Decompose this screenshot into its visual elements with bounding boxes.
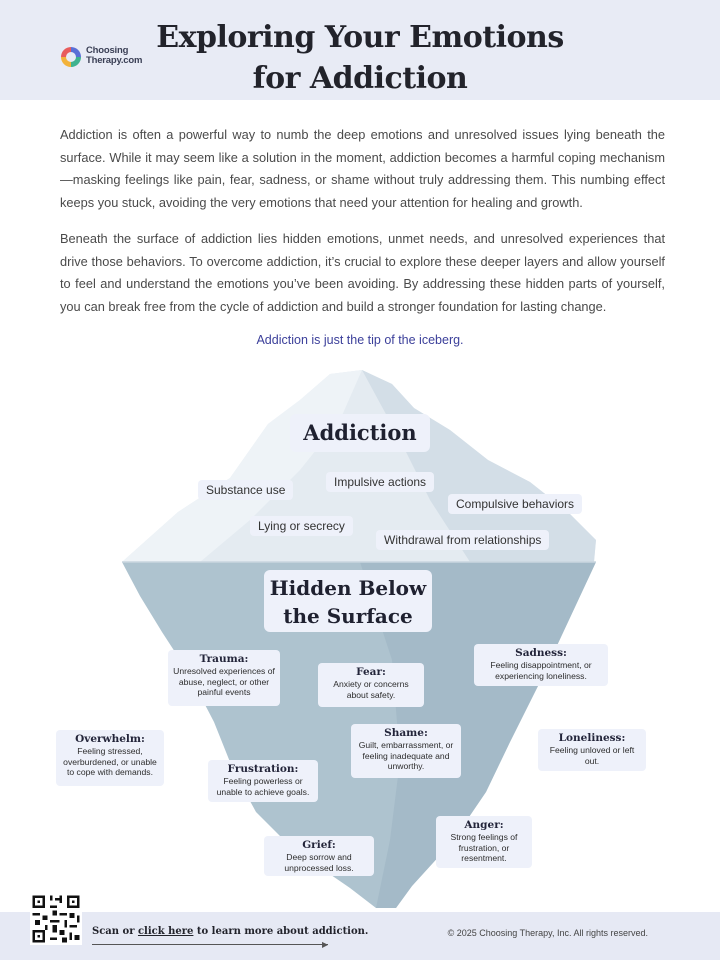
page-title-line2: for Addiction <box>252 61 468 96</box>
emotion-card-frustration <box>208 760 318 802</box>
emotion-card-grief <box>264 836 374 876</box>
logo-text-line1: Choosing <box>86 45 129 56</box>
footer-cta-suffix: to learn more about addiction. <box>193 926 369 937</box>
hidden-below-line2: the Surface <box>283 604 413 628</box>
emotion-title: Fear: <box>356 666 386 678</box>
behavior-compulsive-behaviors: Compulsive behaviors <box>448 494 582 514</box>
emotion-description: Feeling powerless or unable to achieve goals. <box>216 776 310 797</box>
emotion-title: Shame: <box>384 727 428 739</box>
intro-paragraph-2: Beneath the surface of addiction lies hidden emotions, unmet needs, and unresolved experiences that drive those behaviors. To overcome addiction, it’s crucial to explore these deeper layers and allow yourself to feel and understand the emotions you’ve been avoiding. By addressing these hidden parts of yourself, you can break free from the cycle of addiction and build a stronger foundation for lasting change. <box>60 231 665 314</box>
logo-text-line2: Therapy.com <box>86 55 143 66</box>
choosing-therapy-logo[interactable] <box>58 44 148 72</box>
emotion-card-trauma <box>168 650 280 706</box>
behavior-withdrawal: Withdrawal from relationships <box>376 530 549 550</box>
emotion-description: Unresolved experiences of abuse, neglect, or other painful events <box>173 666 275 697</box>
hidden-below-label-box <box>264 570 432 632</box>
emotion-description: Feeling unloved or left out. <box>549 745 635 766</box>
emotion-card-fear <box>318 663 424 707</box>
emotion-description: Feeling stressed, overburdened, or unable to cope with demands. <box>63 746 157 777</box>
emotion-card-sadness <box>474 644 608 686</box>
emotion-description: Deep sorrow and unprocessed loss. <box>284 852 354 873</box>
emotion-card-anger <box>436 816 532 868</box>
footer-cta-prefix: Scan or <box>92 926 138 937</box>
qr-code-icon[interactable] <box>30 893 82 945</box>
behavior-lying-or-secrecy: Lying or secrecy <box>250 516 353 536</box>
behavior-impulsive-actions: Impulsive actions <box>326 472 434 492</box>
arrow-right-icon: ▶ <box>322 940 329 949</box>
header <box>0 0 720 100</box>
intro-paragraph-1: Addiction is often a powerful way to numb the deep emotions and unresolved issues lying beneath the surface. While it may seem like a solution in the moment, addiction becomes a harmful coping mechanism—masking feelings like pain, fear, sadness, or shame without truly addressing them. This numbing effect keeps you stuck, avoiding the very emotions that need your attention for healing and growth. <box>60 127 665 210</box>
click-here-link[interactable]: click here <box>137 926 194 937</box>
emotion-description: Feeling disappointment, or experiencing loneliness. <box>490 660 592 681</box>
page-title-line1: Exploring Your Emotions <box>156 20 564 55</box>
emotion-title: Frustration: <box>227 763 299 775</box>
emotion-card-overwhelm <box>56 730 164 786</box>
emotion-description: Strong feelings of frustration, or resentment. <box>450 832 518 863</box>
emotion-card-loneliness <box>538 729 646 771</box>
iceberg-diagram <box>0 360 720 920</box>
emotion-title: Trauma: <box>199 653 249 665</box>
hidden-below-line1: Hidden Below <box>269 576 427 600</box>
emotion-card-shame <box>351 724 461 778</box>
footer-cta <box>92 926 368 937</box>
page-title <box>150 17 570 99</box>
emotion-description: Guilt, embarrassment, or feeling inadequate and unworthy. <box>358 740 454 771</box>
emotion-title: Overwhelm: <box>75 733 145 745</box>
emotion-title: Loneliness: <box>558 732 626 744</box>
iceberg-tagline: Addiction is just the tip of the iceberg. <box>256 333 464 347</box>
copyright-text: © 2025 Choosing Therapy, Inc. All rights reserved. <box>447 928 648 938</box>
footer-underline <box>92 944 328 945</box>
emotion-title: Anger: <box>464 819 504 831</box>
emotion-title: Grief: <box>302 839 336 851</box>
emotion-title: Sadness: <box>515 647 567 659</box>
addiction-label: Addiction <box>303 420 417 445</box>
addiction-label-box <box>290 414 430 452</box>
behavior-substance-use: Substance use <box>198 480 293 500</box>
logo-mark-icon <box>58 44 84 70</box>
emotion-description: Anxiety or concerns about safety. <box>333 679 409 700</box>
